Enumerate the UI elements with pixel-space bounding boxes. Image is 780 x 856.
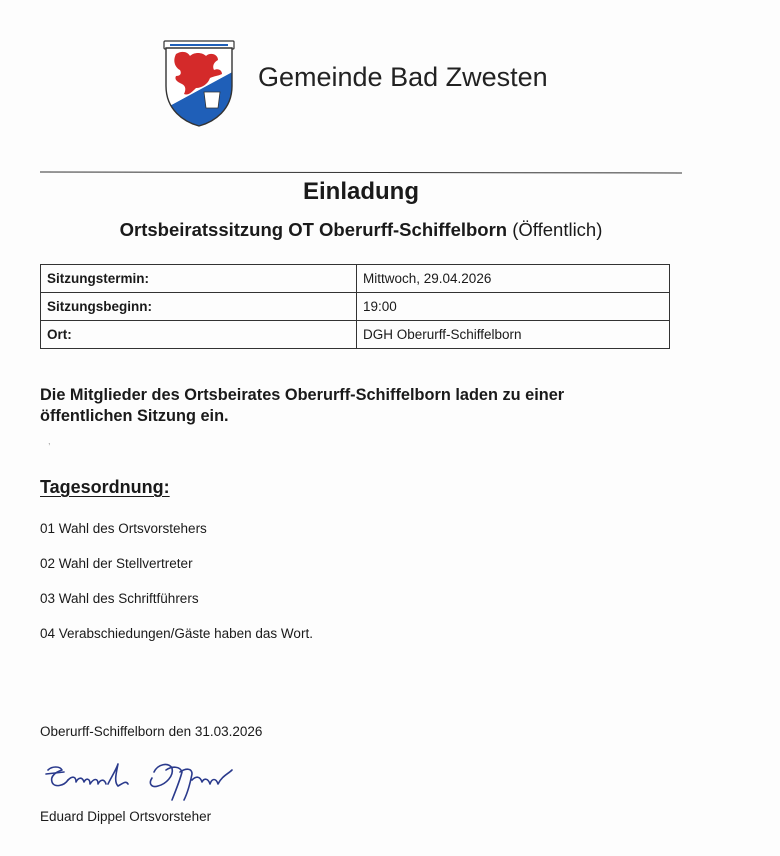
info-value-location: DGH Oberurff-Schiffelborn — [357, 321, 670, 349]
info-label-start: Sitzungsbeginn: — [41, 293, 357, 321]
municipal-crest-icon — [162, 40, 236, 128]
scan-speck: , — [48, 436, 51, 446]
table-row — [41, 321, 670, 349]
agenda-heading: Tagesordnung: — [40, 477, 170, 497]
document-title: Einladung — [303, 178, 419, 205]
agenda-item: 03 Wahl des Schriftführers — [40, 591, 199, 606]
subtitle-note: (Öffentlich) — [512, 219, 603, 240]
signer-name: Eduard Dippel Ortsvorsteher — [40, 809, 212, 824]
place-and-date: Oberurff-Schiffelborn den 31.03.2026 — [40, 724, 263, 739]
agenda-item: 04 Verabschiedungen/Gäste haben das Wort. — [40, 626, 313, 641]
agenda-item: 02 Wahl der Stellvertreter — [40, 556, 193, 571]
intro-paragraph: Die Mitglieder des Ortsbeirates Oberurff-Schiffelborn laden zu einer öffentlichen Sitzung ein. — [40, 385, 565, 425]
agenda-item: 01 Wahl des Ortsvorstehers — [40, 521, 207, 536]
agenda-list — [40, 521, 313, 661]
municipality-name: Gemeinde Bad Zwesten — [258, 62, 548, 92]
document-subtitle — [0, 219, 722, 241]
info-label-date: Sitzungstermin: — [41, 265, 357, 293]
info-label-location: Ort: — [41, 321, 357, 349]
handwritten-signature — [42, 756, 252, 802]
subtitle-main: Ortsbeiratssitzung OT Oberurff-Schiffelborn — [119, 219, 508, 240]
info-value-start: 19:00 — [357, 293, 670, 321]
meeting-info-table — [40, 264, 670, 349]
header-divider — [40, 172, 682, 174]
table-row — [41, 265, 670, 293]
table-row — [41, 293, 670, 321]
info-value-date: Mittwoch, 29.04.2026 — [357, 265, 670, 293]
crest-cup — [204, 92, 220, 108]
